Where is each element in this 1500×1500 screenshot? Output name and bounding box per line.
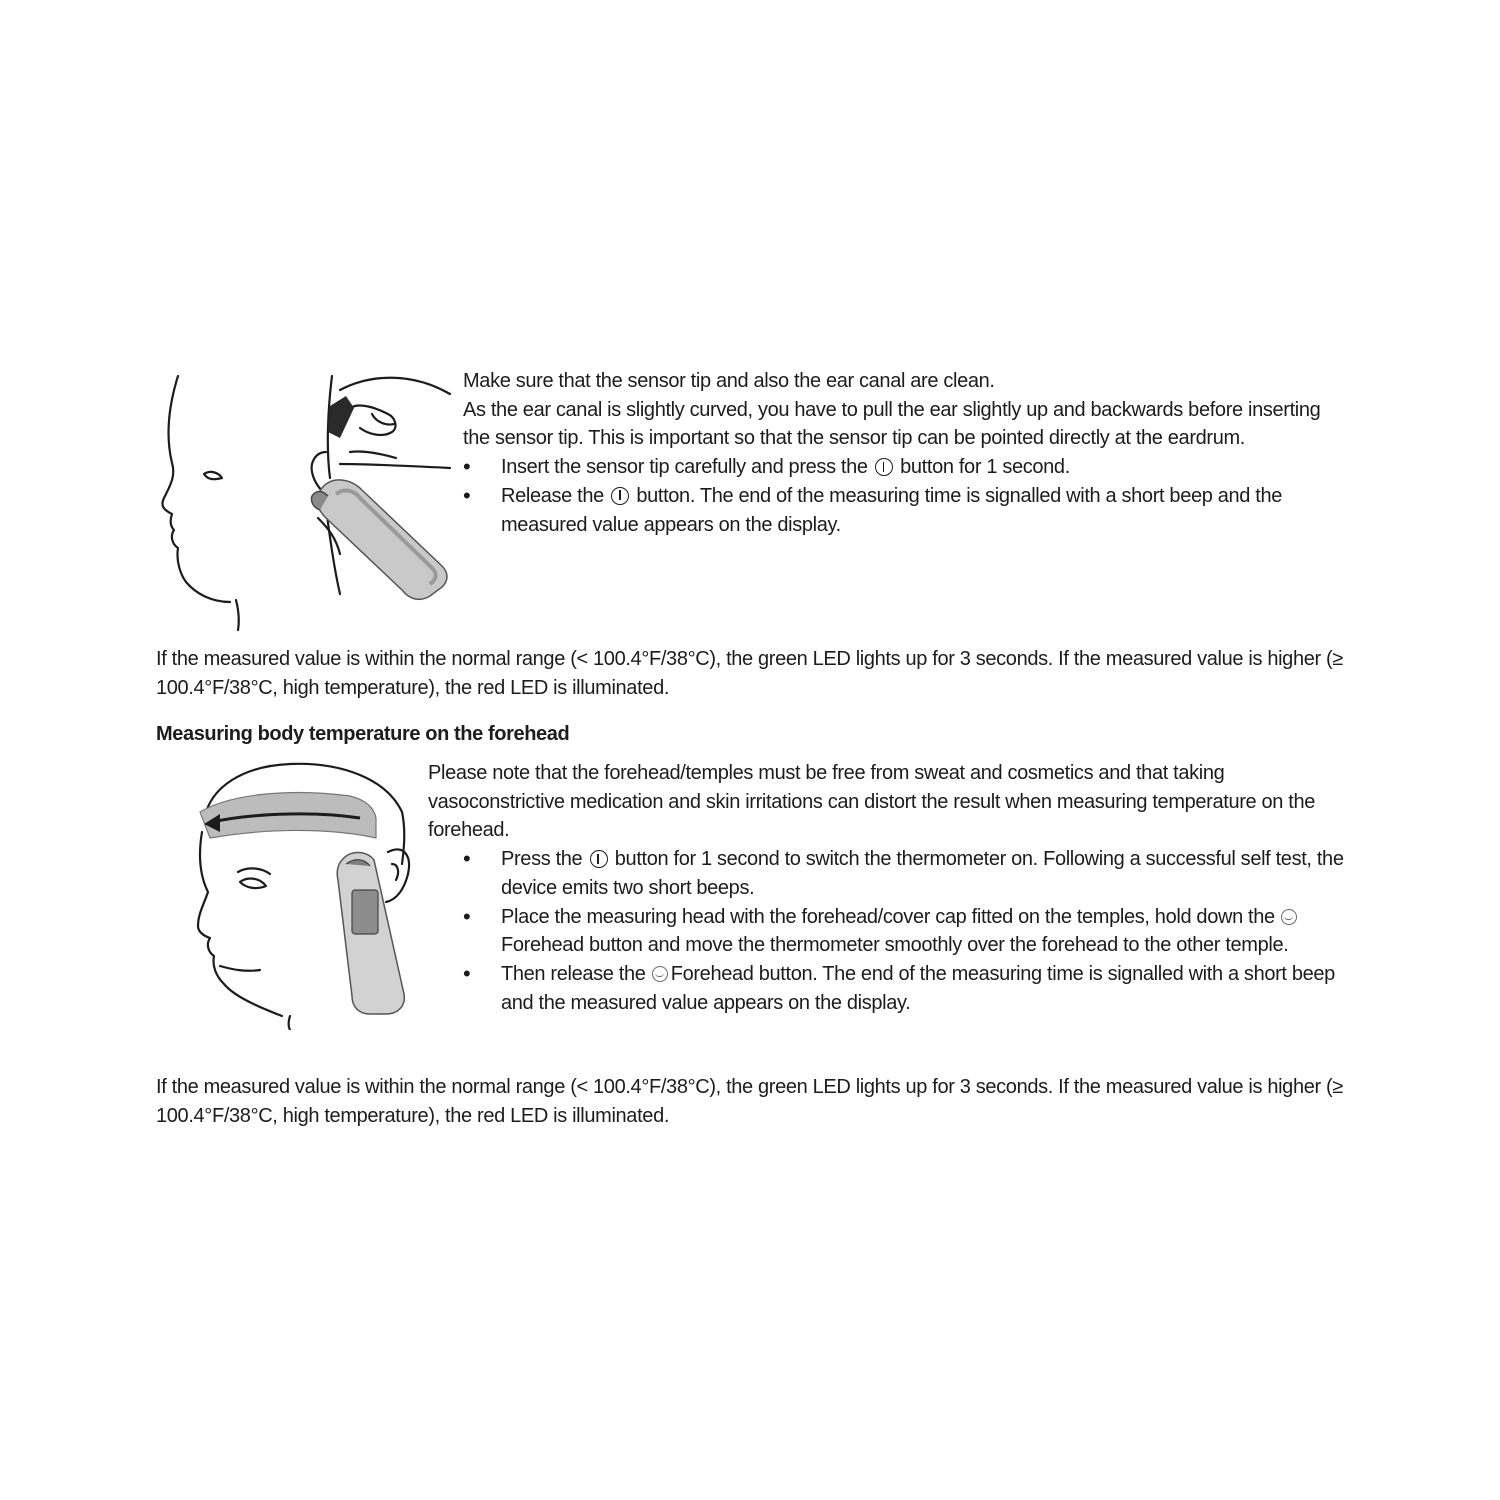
list-item: [463, 845, 1353, 902]
forehead-heading: Measuring body temperature on the forehead: [156, 723, 570, 745]
power-button-icon: [590, 850, 608, 868]
ear-steps-list: [463, 453, 1333, 539]
forehead-intro-text: Please note that the forehead/temples must be free from sweat and cosmetics and that taking vasoconstrictive medication and skin irritations can distort the result when measuring temperature on the forehead.: [428, 762, 1316, 842]
forehead-step2-text-b: Forehead button and move the thermometer smoothly over the forehead to the other temple.: [501, 934, 1289, 957]
ear-result-paragraph: If the measured value is within the normal range (< 100.4°F/38°C), the green LED lights up for 3 seconds. If the measured value is higher (≥ 100.4°F/38°C, high temperature), the red LED is illuminated.: [156, 648, 1343, 699]
forehead-steps-list: [463, 845, 1353, 1017]
forehead-step3-text-a: Then release the: [501, 962, 646, 985]
ear-curve-text: As the ear canal is slightly curved, you have to pull the ear slightly up and backwards before inserting the sensor tip. This is important so that the sensor tip can be pointed directly at the eardrum.: [463, 398, 1321, 450]
list-item: [463, 453, 1333, 482]
list-item: [463, 960, 1353, 1017]
list-item: [463, 903, 1353, 960]
forehead-result-paragraph: If the measured value is within the normal range (< 100.4°F/38°C), the green LED lights up for 3 seconds. If the measured value is higher (≥ 100.4°F/38°C, high temperature), the red LED is illuminated.: [156, 1076, 1343, 1127]
ear-instructions: [463, 367, 1333, 539]
ear-step1-text-b: button for 1 second.: [900, 456, 1070, 479]
forehead-measurement-illustration: [190, 760, 420, 1030]
ear-step1-text-a: Insert the sensor tip carefully and press the: [501, 456, 868, 479]
power-button-icon: [611, 487, 629, 505]
ear-step2-text-a: Release the: [501, 484, 604, 507]
ear-step2-text-b: button. The end of the measuring time is signalled with a short beep and the measured value appears on the display.: [501, 484, 1283, 536]
ear-illustration-svg: [150, 368, 460, 638]
forehead-instructions: [428, 759, 1353, 1017]
forehead-step3-text-b: Forehead button. The end of the measuring time is signalled with a short beep and the measured value appears on the display.: [501, 962, 1335, 1014]
forehead-step2-text-a: Place the measuring head with the forehead/cover cap fitted on the temples, hold down the: [501, 905, 1275, 928]
forehead-illustration-svg: [190, 760, 420, 1030]
forehead-button-icon: [652, 966, 668, 982]
power-button-icon: [875, 458, 893, 476]
forehead-step1-text-a: Press the: [501, 848, 583, 871]
list-item: [463, 482, 1333, 539]
forehead-button-icon: [1281, 909, 1297, 925]
ear-intro-text: Make sure that the sensor tip and also the ear canal are clean.: [463, 370, 995, 392]
forehead-step1-text-b: button for 1 second to switch the thermometer on. Following a successful self test, the device emits two short beeps.: [501, 848, 1344, 899]
ear-measurement-illustration: [150, 368, 460, 638]
